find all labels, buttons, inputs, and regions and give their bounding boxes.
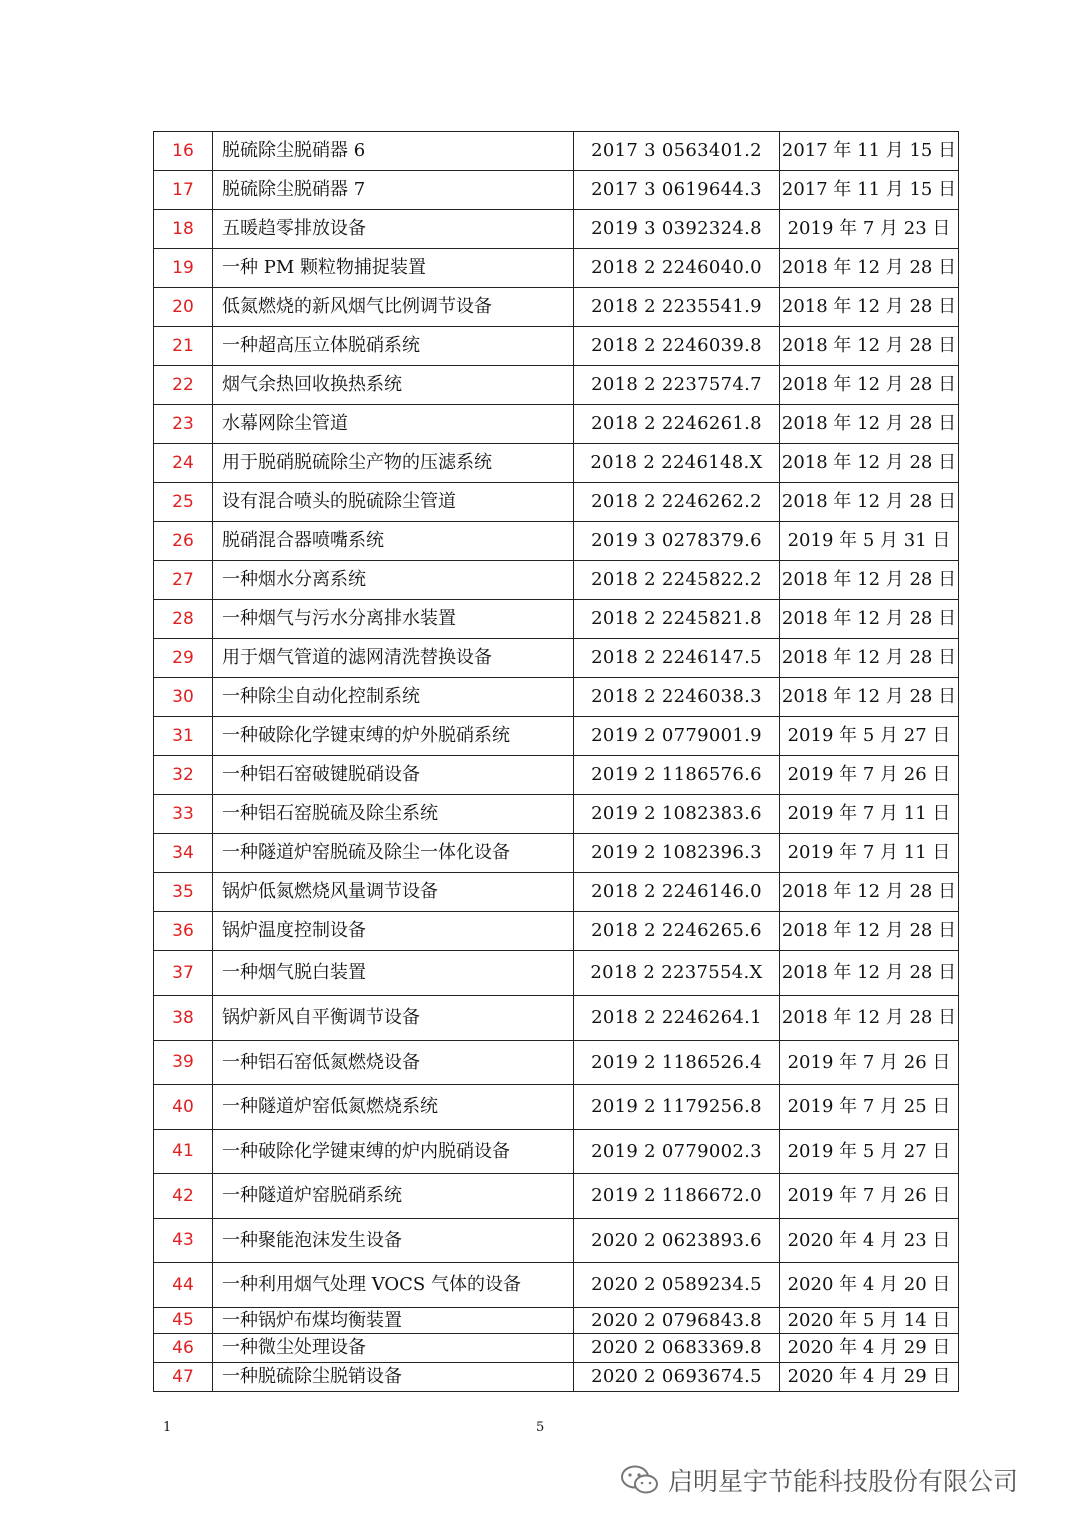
patent-number: 2018 2 2246040.0: [574, 249, 780, 288]
patent-name: 水幕网除尘管道: [213, 405, 574, 444]
row-number: 46: [154, 1334, 213, 1363]
patent-number: 2019 2 1082396.3: [574, 834, 780, 873]
table-row: [154, 1263, 959, 1308]
patent-table: [153, 131, 959, 1392]
table-row: [154, 1363, 959, 1392]
grant-date: 2018 年 12 月 28 日: [780, 327, 959, 366]
table-row: [154, 1334, 959, 1363]
table-row: [154, 756, 959, 795]
patent-number: 2018 2 2246262.2: [574, 483, 780, 522]
patent-table-container: [153, 131, 958, 1392]
row-number: 30: [154, 678, 213, 717]
row-number: 35: [154, 873, 213, 912]
table-row: [154, 717, 959, 756]
patent-number: 2019 2 1179256.8: [574, 1085, 780, 1130]
grant-date: 2018 年 12 月 28 日: [780, 600, 959, 639]
grant-date: 2020 年 5 月 14 日: [780, 1308, 959, 1334]
table-row: [154, 288, 959, 327]
grant-date: 2019 年 7 月 25 日: [780, 1085, 959, 1130]
grant-date: 2019 年 5 月 27 日: [780, 717, 959, 756]
patent-number: 2018 2 2246147.5: [574, 639, 780, 678]
grant-date: 2018 年 12 月 28 日: [780, 873, 959, 912]
patent-number: 2018 2 2246146.0: [574, 873, 780, 912]
patent-number: 2018 2 2245822.2: [574, 561, 780, 600]
row-number: 31: [154, 717, 213, 756]
patent-name: 一种铝石窑低氮燃烧设备: [213, 1041, 574, 1085]
patent-name: 脱硫除尘脱硝器 7: [213, 171, 574, 210]
grant-date: 2018 年 12 月 28 日: [780, 561, 959, 600]
patent-name: 一种利用烟气处理 VOCS 气体的设备: [213, 1263, 574, 1308]
row-number: 41: [154, 1130, 213, 1174]
grant-date: 2018 年 12 月 28 日: [780, 405, 959, 444]
footer-left-number: 1: [163, 1420, 172, 1435]
grant-date: 2019 年 5 月 27 日: [780, 1130, 959, 1174]
table-row: [154, 405, 959, 444]
patent-number: 2018 2 2246148.X: [574, 444, 780, 483]
grant-date: 2019 年 7 月 11 日: [780, 795, 959, 834]
patent-number: 2020 2 0589234.5: [574, 1263, 780, 1308]
watermark: [620, 1462, 1018, 1498]
patent-name: 一种破除化学键束缚的炉外脱硝系统: [213, 717, 574, 756]
patent-name: 一种脱硫除尘脱销设备: [213, 1363, 574, 1392]
row-number: 17: [154, 171, 213, 210]
patent-number: 2018 2 2246039.8: [574, 327, 780, 366]
patent-number: 2019 3 0392324.8: [574, 210, 780, 249]
row-number: 47: [154, 1363, 213, 1392]
patent-name: 一种烟气脱白装置: [213, 951, 574, 996]
grant-date: 2019 年 7 月 11 日: [780, 834, 959, 873]
patent-number: 2019 2 1186672.0: [574, 1174, 780, 1219]
row-number: 16: [154, 132, 213, 171]
patent-number: 2019 2 1082383.6: [574, 795, 780, 834]
patent-name: 一种铝石窑破键脱硝设备: [213, 756, 574, 795]
grant-date: 2019 年 7 月 26 日: [780, 1174, 959, 1219]
patent-name: 脱硝混合器喷嘴系统: [213, 522, 574, 561]
row-number: 23: [154, 405, 213, 444]
grant-date: 2018 年 12 月 28 日: [780, 639, 959, 678]
patent-name: 低氮燃烧的新风烟气比例调节设备: [213, 288, 574, 327]
patent-name: 设有混合喷头的脱硫除尘管道: [213, 483, 574, 522]
wechat-icon: [620, 1464, 660, 1496]
table-row: [154, 1130, 959, 1174]
grant-date: 2018 年 12 月 28 日: [780, 951, 959, 996]
row-number: 29: [154, 639, 213, 678]
table-row: [154, 1041, 959, 1085]
table-row: [154, 795, 959, 834]
table-row: [154, 834, 959, 873]
grant-date: 2017 年 11 月 15 日: [780, 132, 959, 171]
grant-date: 2018 年 12 月 28 日: [780, 996, 959, 1041]
row-number: 22: [154, 366, 213, 405]
grant-date: 2018 年 12 月 28 日: [780, 678, 959, 717]
grant-date: 2018 年 12 月 28 日: [780, 444, 959, 483]
patent-name: 一种隧道炉窑低氮燃烧系统: [213, 1085, 574, 1130]
patent-name: 一种破除化学键束缚的炉内脱硝设备: [213, 1130, 574, 1174]
patent-number: 2019 2 1186576.6: [574, 756, 780, 795]
table-row: [154, 996, 959, 1041]
table-row: [154, 132, 959, 171]
row-number: 28: [154, 600, 213, 639]
row-number: 34: [154, 834, 213, 873]
grant-date: 2018 年 12 月 28 日: [780, 288, 959, 327]
row-number: 43: [154, 1219, 213, 1263]
table-row: [154, 171, 959, 210]
row-number: 24: [154, 444, 213, 483]
patent-number: 2018 2 2246038.3: [574, 678, 780, 717]
row-number: 19: [154, 249, 213, 288]
grant-date: 2018 年 12 月 28 日: [780, 912, 959, 951]
patent-number: 2017 3 0619644.3: [574, 171, 780, 210]
patent-name: 一种微尘处理设备: [213, 1334, 574, 1363]
table-row: [154, 483, 959, 522]
row-number: 21: [154, 327, 213, 366]
watermark-text: 启明星宇节能科技股份有限公司: [668, 1467, 1019, 1496]
row-number: 39: [154, 1041, 213, 1085]
patent-number: 2018 2 2246264.1: [574, 996, 780, 1041]
row-number: 26: [154, 522, 213, 561]
row-number: 25: [154, 483, 213, 522]
patent-name: 锅炉温度控制设备: [213, 912, 574, 951]
grant-date: 2019 年 5 月 31 日: [780, 522, 959, 561]
grant-date: 2020 年 4 月 29 日: [780, 1334, 959, 1363]
patent-number: 2020 2 0796843.8: [574, 1308, 780, 1334]
patent-number: 2020 2 0683369.8: [574, 1334, 780, 1363]
row-number: 18: [154, 210, 213, 249]
table-row: [154, 366, 959, 405]
table-row: [154, 444, 959, 483]
patent-number: 2020 2 0693674.5: [574, 1363, 780, 1392]
page-number: 5: [536, 1420, 545, 1435]
patent-number: 2019 2 0779001.9: [574, 717, 780, 756]
row-number: 38: [154, 996, 213, 1041]
patent-number: 2019 3 0278379.6: [574, 522, 780, 561]
row-number: 40: [154, 1085, 213, 1130]
patent-name: 一种 PM 颗粒物捕捉装置: [213, 249, 574, 288]
patent-name: 一种隧道炉窑脱硝系统: [213, 1174, 574, 1219]
table-row: [154, 561, 959, 600]
table-row: [154, 600, 959, 639]
row-number: 20: [154, 288, 213, 327]
grant-date: 2018 年 12 月 28 日: [780, 483, 959, 522]
grant-date: 2017 年 11 月 15 日: [780, 171, 959, 210]
patent-name: 一种超高压立体脱硝系统: [213, 327, 574, 366]
table-row: [154, 678, 959, 717]
patent-name: 一种锅炉布煤均衡装置: [213, 1308, 574, 1334]
grant-date: 2019 年 7 月 26 日: [780, 1041, 959, 1085]
patent-number: 2017 3 0563401.2: [574, 132, 780, 171]
grant-date: 2018 年 12 月 28 日: [780, 366, 959, 405]
patent-name: 脱硫除尘脱硝器 6: [213, 132, 574, 171]
patent-table-body: [154, 132, 959, 1392]
patent-name: 锅炉新风自平衡调节设备: [213, 996, 574, 1041]
grant-date: 2020 年 4 月 20 日: [780, 1263, 959, 1308]
patent-name: 用于脱硝脱硫除尘产物的压滤系统: [213, 444, 574, 483]
patent-number: 2018 2 2235541.9: [574, 288, 780, 327]
grant-date: 2020 年 4 月 29 日: [780, 1363, 959, 1392]
table-row: [154, 1219, 959, 1263]
patent-name: 一种聚能泡沫发生设备: [213, 1219, 574, 1263]
patent-number: 2018 2 2246265.6: [574, 912, 780, 951]
table-row: [154, 249, 959, 288]
table-row: [154, 522, 959, 561]
row-number: 42: [154, 1174, 213, 1219]
table-row: [154, 210, 959, 249]
patent-name: 一种铝石窑脱硫及除尘系统: [213, 795, 574, 834]
patent-number: 2018 2 2245821.8: [574, 600, 780, 639]
patent-name: 五暖趋零排放设备: [213, 210, 574, 249]
patent-name: 锅炉低氮燃烧风量调节设备: [213, 873, 574, 912]
table-row: [154, 1174, 959, 1219]
patent-number: 2018 2 2237554.X: [574, 951, 780, 996]
row-number: 27: [154, 561, 213, 600]
table-row: [154, 1308, 959, 1334]
grant-date: 2018 年 12 月 28 日: [780, 249, 959, 288]
patent-number: 2020 2 0623893.6: [574, 1219, 780, 1263]
table-row: [154, 912, 959, 951]
patent-name: 一种隧道炉窑脱硫及除尘一体化设备: [213, 834, 574, 873]
table-row: [154, 327, 959, 366]
row-number: 44: [154, 1263, 213, 1308]
table-row: [154, 639, 959, 678]
row-number: 36: [154, 912, 213, 951]
patent-name: 用于烟气管道的滤网清洗替换设备: [213, 639, 574, 678]
row-number: 45: [154, 1308, 213, 1334]
grant-date: 2020 年 4 月 23 日: [780, 1219, 959, 1263]
patent-name: 烟气余热回收换热系统: [213, 366, 574, 405]
patent-name: 一种除尘自动化控制系统: [213, 678, 574, 717]
table-row: [154, 951, 959, 996]
table-row: [154, 1085, 959, 1130]
grant-date: 2019 年 7 月 26 日: [780, 756, 959, 795]
patent-name: 一种烟气与污水分离排水装置: [213, 600, 574, 639]
grant-date: 2019 年 7 月 23 日: [780, 210, 959, 249]
patent-name: 一种烟水分离系统: [213, 561, 574, 600]
table-row: [154, 873, 959, 912]
row-number: 33: [154, 795, 213, 834]
patent-number: 2018 2 2237574.7: [574, 366, 780, 405]
row-number: 37: [154, 951, 213, 996]
row-number: 32: [154, 756, 213, 795]
patent-number: 2018 2 2246261.8: [574, 405, 780, 444]
patent-number: 2019 2 1186526.4: [574, 1041, 780, 1085]
patent-number: 2019 2 0779002.3: [574, 1130, 780, 1174]
